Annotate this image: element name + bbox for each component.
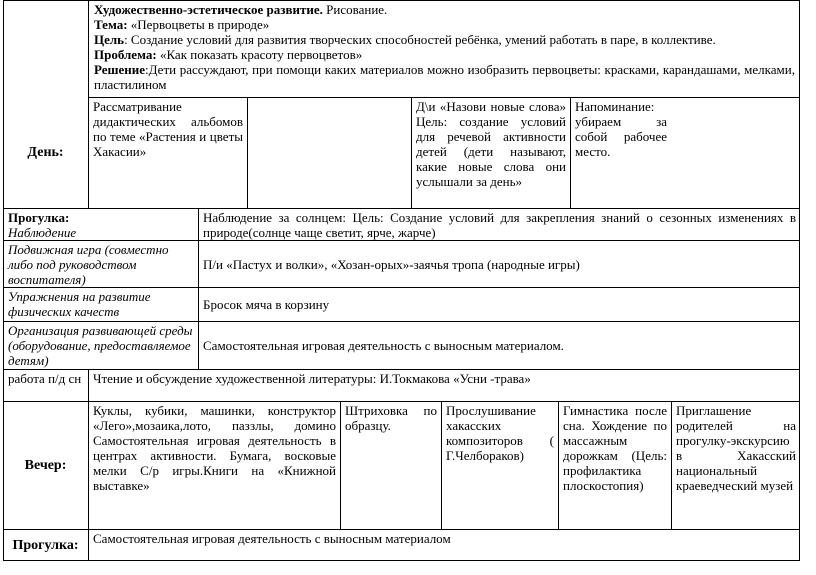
walk-text: Наблюдение за солнцем: Цель: Создание условий для закрепления знаний о сезонных изменениях в природе(солнце чаще светит, ярче, жарче) (203, 210, 796, 240)
goal-line (94, 32, 795, 47)
walk-label (4, 209, 198, 240)
problem-text: «Как показать красоту первоцветов» (156, 47, 363, 62)
goal-label: Цель (94, 32, 125, 47)
day-activity-1: Рассматривание дидактических альбомов по теме «Растения и цветы Хакасии» (93, 99, 243, 159)
evening-activity-3: Прослушивание хакасских композиторов ( Г.Челбораков) (446, 403, 554, 463)
environment-label: Организация развивающей среды (оборудование, предоставляемое детям) (8, 323, 193, 368)
walk2-text: Самостоятельная игровая деятельность с выносным материалом (93, 531, 451, 546)
day-activity-4: Напоминание: убираем за собой рабочее место. (575, 99, 667, 159)
area-activity: Рисование. (322, 2, 388, 17)
lesson-area-line (94, 2, 795, 17)
topic-label: Тема: (94, 17, 128, 32)
environment-value: Самостоятельная игровая деятельность с выносным материалом. (203, 338, 564, 353)
topic-line (94, 17, 795, 32)
day-activity-3: Д\и «Назови новые слова» Цель: создание условий для речевой активности детей (дети называют, какие новые слова они услышали за день» (416, 99, 566, 189)
area-label: Художественно-эстетическое развитие. (94, 2, 323, 17)
outdoor-game-text (199, 241, 800, 287)
exercise-value: Бросок мяча в корзину (203, 297, 330, 312)
walk2-label: Прогулка: (12, 537, 79, 553)
walk-label-subtitle: Наблюдение (8, 225, 77, 240)
evening-activity-1: Куклы, кубики, машинки, конструктор «Лего»,мозаика,лото, паззлы, домино Самостоятельная игровая деятельность в центрах активности. Бумага, восковые мелки С/р игры.Книги на «Книжной выставке» (93, 403, 336, 493)
day-activity-2 (248, 98, 411, 208)
solution-label: Решение (94, 62, 146, 77)
evening-label: Вечер: (24, 457, 67, 473)
exercise-text (199, 288, 800, 321)
work-label: работа п/д сн (8, 371, 82, 386)
outdoor-game-label: Подвижная игра (совместно либо под руководством воспитателя) (8, 242, 169, 287)
solution-text: :Дети рассуждают, при помощи каких материалов можно изобразить первоцветы: красками, карандашами, мелками, пластилином (94, 62, 795, 92)
problem-label: Проблема: (94, 47, 157, 62)
evening-activity-5: Приглашение родителей на прогулку-экскурсию в Хакасский национальный краеведческий музей (676, 403, 796, 493)
work-text: Чтение и обсуждение художественной литературы: И.Токмакова «Усни -трава» (93, 371, 531, 386)
environment-text (199, 322, 800, 369)
problem-line (94, 47, 795, 62)
exercise-label: Упражнения на развитие физических качеств (8, 289, 151, 319)
evening-activity-4: Гимнастика после сна. Хождение по массажным дорожкам (Цель: профилактика плоскостопия) (563, 403, 667, 493)
outdoor-game-value: П/и «Пастух и волки», «Хозан-орых»-заячья тропа (народные игры) (203, 256, 580, 272)
walk-label-title: Прогулка: (8, 210, 70, 225)
day-label: День: (27, 145, 64, 160)
goal-text: : Создание условий для развития творческих способностей ребёнка, умений работать в паре, в коллективе. (124, 32, 716, 47)
topic-text: «Первоцветы в природе» (127, 17, 270, 32)
lesson-header (89, 1, 800, 97)
solution-line (94, 62, 795, 92)
evening-activity-2: Штриховка по образцу. (345, 403, 437, 433)
